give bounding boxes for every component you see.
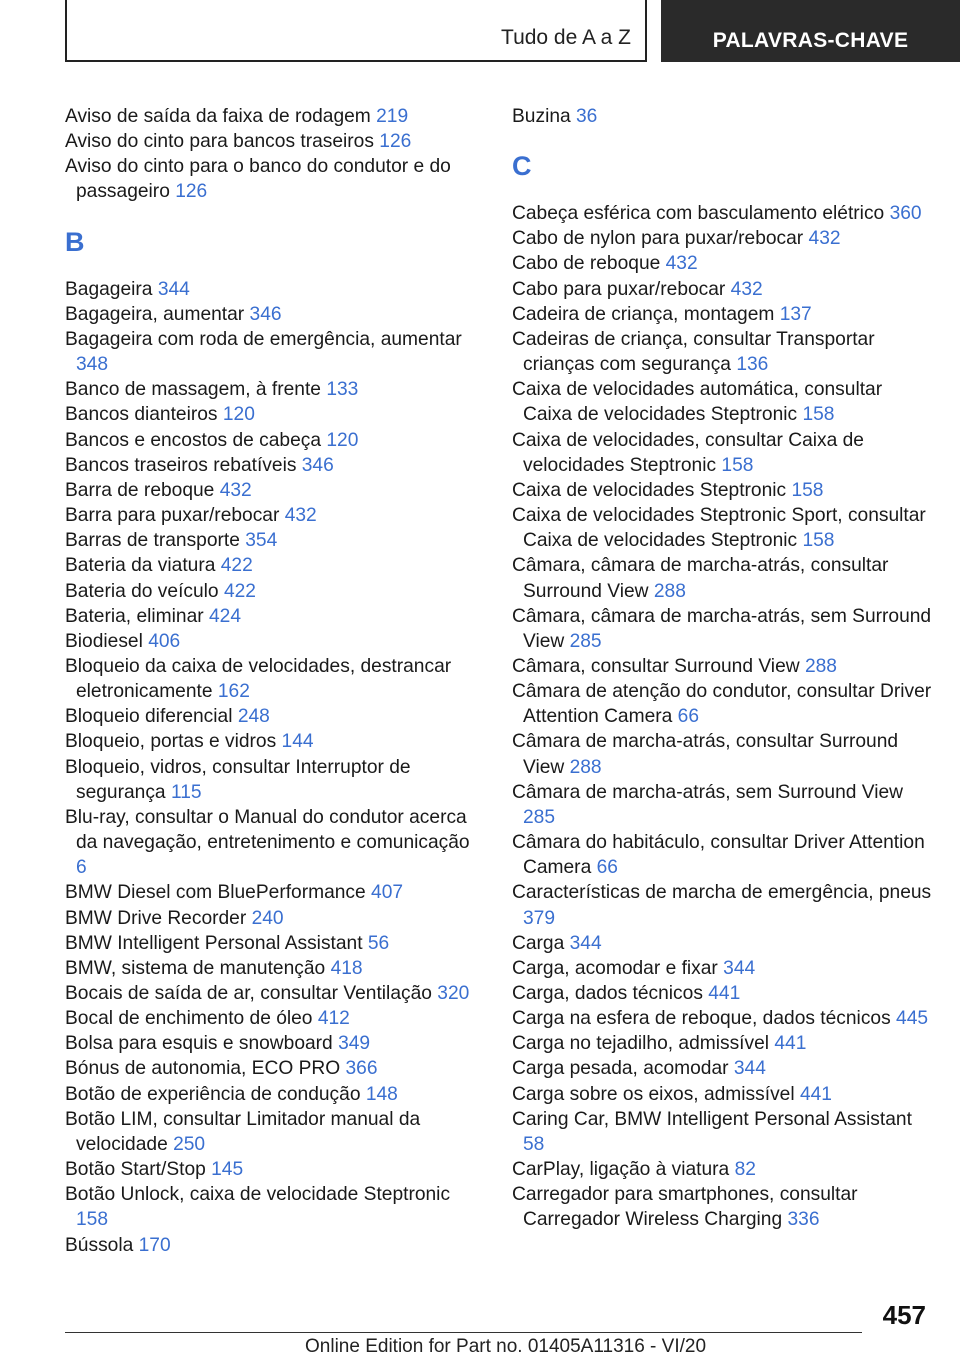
index-entry-page-link[interactable]: 115 [170,781,202,803]
index-entry-term: Bloqueio, vidros, consultar Interruptor de segurança [65,756,411,803]
index-entry-page-link[interactable]: 432 [808,228,841,250]
index-entry [65,1056,483,1081]
index-entry-term: Bancos dianteiros [65,404,218,426]
index-entry [65,129,483,154]
index-entry-term: Cadeiras de criança, consultar Transportar crianças com segurança [512,328,875,376]
index-entry-term: Caixa de velocidades automática, consultar Caixa de velocidades Steptronic [512,379,883,426]
index-entry [65,604,483,629]
index-entry-page-link[interactable]: 348 [76,354,109,376]
index-entry-term: Câmara, consultar Surround View [512,655,800,677]
index-entry-term: Aviso do cinto para bancos traseiros [65,131,374,153]
index-entry [512,201,932,226]
index-entry-term: Aviso do cinto para o banco do condutor e do passageiro [65,156,451,203]
index-entry-page-link[interactable]: 346 [249,303,282,325]
index-entry-page-link[interactable]: 432 [219,479,252,501]
index-entry [512,880,932,930]
index-entry [65,1082,483,1107]
index-entry-term: Características de marcha de emergência, pneus [512,882,932,904]
index-entry-term: Bocais de saída de ar, consultar Ventilação [65,983,432,1004]
index-entry [65,729,483,754]
index-entry-page-link[interactable]: 445 [896,1008,929,1030]
index-entry [512,981,932,1006]
index-entry [512,956,932,981]
index-letter-heading: C [512,151,532,182]
index-entry-term: Cabo de reboque [512,253,661,275]
index-entry-term: Carga, dados técnicos [512,983,703,1004]
index-entry-term: Bateria do veículo [65,580,219,602]
index-entry-term: Bateria, eliminar [65,605,204,627]
index-entry [512,931,932,956]
index-entry-page-link[interactable]: 360 [889,203,922,225]
index-entry [65,629,483,654]
index-entry-term: Bloqueio, portas e vidros [65,731,277,753]
index-entry [65,453,483,478]
index-entry-term: Bagageira [65,278,153,300]
index-entry-term: Banco de massagem, à frente [65,379,321,401]
index-entry [512,428,932,478]
index-entry-page-link[interactable]: 126 [379,131,412,153]
index-entry-term: Cabo de nylon para puxar/rebocar [512,228,804,250]
index-entry-term: Câmara, câmara de marcha-atrás, consultar Surround View [512,555,889,602]
header-section-box [65,0,647,62]
index-entry-term: Bússola [65,1234,134,1256]
index-entry-term: Botão Unlock, caixa de velocidade Steptronic [65,1184,451,1206]
index-entry-term: Carga na esfera de reboque, dados técnicos [512,1008,891,1030]
index-entry-term: Botão de experiência de condução [65,1083,361,1105]
index-entry-term: Carga pesada, acomodar [512,1058,729,1080]
index-entry [65,880,483,905]
index-entry [65,1233,483,1258]
index-entry-page-link[interactable]: 349 [338,1033,371,1055]
index-entry-page-link[interactable]: 441 [708,983,741,1004]
index-entry-term: Biodiesel [65,630,143,652]
index-entry-page-link[interactable]: 158 [802,404,835,426]
index-entry-term: Bloqueio diferencial [65,706,233,728]
index-entry-term: Carga [512,932,565,954]
index-entry-page-link[interactable]: 158 [802,530,835,552]
index-entry-page-link[interactable]: 6 [76,857,87,879]
index-entry [65,1031,483,1056]
index-entry-page-link[interactable]: 432 [730,278,763,300]
index-entry-page-link[interactable]: 133 [326,379,359,401]
index-entry-term: Cadeira de criança, montagem [512,303,775,325]
page-header [0,0,960,66]
index-entry [512,327,932,377]
index-entry-term: Bateria da viatura [65,555,216,577]
index-entry [65,704,483,729]
index-entry-term: BMW Intelligent Personal Assistant [65,932,363,954]
index-entry [65,931,483,956]
index-entry [512,729,932,779]
footer-divider [65,1332,862,1333]
index-entry-term: Buzina [512,106,571,127]
index-entry-page-link[interactable]: 158 [721,454,754,476]
index-entry-page-link[interactable]: 66 [677,706,699,728]
index-entry [512,226,932,251]
index-entry-term: Barras de transporte [65,530,240,552]
index-entry [65,503,483,528]
index-entry-term: Câmara de atenção do condutor, consultar Driver Attention Camera [512,681,932,728]
index-entry-term: BMW Diesel com BluePerformance [65,882,366,904]
header-section-title: Tudo de A a Z [501,26,631,49]
index-entry [65,956,483,981]
index-entry-page-link[interactable]: 344 [569,932,602,954]
index-entry-page-link[interactable]: 158 [791,479,824,501]
index-entry [65,478,483,503]
index-entry [512,478,932,503]
index-entry [512,1056,932,1081]
index-entry-term: Câmara do habitáculo, consultar Driver Attention Camera [512,832,925,879]
index-entry [65,377,483,402]
index-entry [512,654,932,679]
index-entry [512,277,932,302]
index-entry [512,251,932,276]
index-entry [65,981,483,1006]
index-entry-page-link[interactable]: 422 [220,555,253,577]
index-entry [512,1006,932,1031]
index-letter-heading: B [65,226,85,257]
index-entry-page-link[interactable]: 422 [223,580,256,602]
index-entry-page-link[interactable]: 412 [317,1008,350,1030]
index-entry-term: BMW Drive Recorder [65,907,247,929]
index-entry-page-link[interactable]: 285 [523,806,556,828]
index-entry-page-link[interactable]: 288 [804,655,837,677]
index-entry-term: Carga, acomodar e fixar [512,957,718,979]
index-entry-page-link[interactable]: 354 [245,530,278,552]
index-entry-term: Barra de reboque [65,479,215,501]
index-entry [512,1182,932,1232]
index-entry-page-link[interactable]: 162 [217,681,250,703]
index-entry-page-link[interactable]: 285 [569,630,602,652]
index-entry-page-link[interactable]: 219 [376,106,409,127]
index-entry [65,302,483,327]
index-entry-term: BMW, sistema de manutenção [65,957,326,979]
index-entry-page-link[interactable]: 58 [523,1133,545,1155]
index-entry [65,805,483,880]
index-entry-term: Carga sobre os eixos, admissível [512,1083,795,1105]
index-entry-page-link[interactable]: 144 [281,731,314,753]
index-entry-page-link[interactable]: 248 [237,706,270,728]
index-entry [65,1107,483,1157]
index-entry [512,830,932,880]
index-entry [512,1031,932,1056]
index-entry-page-link[interactable]: 36 [576,106,598,127]
index-entry-page-link[interactable]: 346 [301,454,334,476]
index-entry-term: Bocal de enchimento de óleo [65,1008,313,1030]
index-entry [65,1006,483,1031]
index-entry-page-link[interactable]: 344 [723,957,756,979]
index-entry-page-link[interactable]: 120 [326,429,359,451]
index-entry-term: Blu-ray, consultar o Manual do condutor acerca da navegação, entretenimento e comunicação [65,806,470,854]
index-entry-term: Bagageira com roda de emergência, aumentar [65,328,462,350]
index-entry [65,104,483,129]
index-entry [512,553,932,603]
index-entry-term: Barra para puxar/rebocar [65,505,280,527]
index-entry-page-link[interactable]: 82 [734,1159,756,1181]
index-entry-page-link[interactable]: 432 [665,253,698,275]
index-entry-term: CarPlay, ligação à viatura [512,1159,730,1181]
index-entry-term: Aviso de saída da faixa de rodagem [65,106,371,127]
index-entry-page-link[interactable]: 120 [222,404,255,426]
index-entry-page-link[interactable]: 56 [367,932,390,954]
index-entry-page-link[interactable]: 432 [284,505,317,527]
index-entry-term: Cabeça esférica com basculamento elétrico [512,203,885,225]
index-entry-page-link[interactable]: 66 [596,857,618,879]
index-entry [65,1182,483,1232]
index-entry [512,1107,932,1157]
index-entry [65,1157,483,1182]
index-entry [512,679,932,729]
index-entry [512,377,932,427]
index-entry-page-link[interactable]: 336 [787,1209,820,1231]
index-entry-term: Bónus de autonomia, ECO PRO [65,1058,341,1080]
index-entry [65,327,483,377]
index-entry-term: Bancos traseiros rebatíveis [65,454,297,476]
index-entry-page-link[interactable]: 288 [653,580,686,602]
index-entry-page-link[interactable]: 170 [138,1234,171,1256]
index-entry [512,302,932,327]
index-entry-term: Câmara de marcha-atrás, sem Surround View [512,781,904,803]
index-entry [65,755,483,805]
index-entry-term: Cabo para puxar/rebocar [512,278,726,300]
index-entry-term: Botão LIM, consultar Limitador manual da velocidade [65,1108,421,1155]
index-entry-term: Carregador para smartphones, consultar Carregador Wireless Charging [512,1184,858,1231]
index-entry-page-link[interactable]: 407 [371,882,404,904]
index-entry-page-link[interactable]: 158 [76,1209,109,1231]
index-entry-term: Câmara, câmara de marcha-atrás, sem Surround View [512,605,932,652]
index-entry-page-link[interactable]: 136 [736,354,769,376]
index-entry-term: Câmara de marcha-atrás, consultar Surround View [512,731,899,778]
index-entry-term: Bolsa para esquis e snowboard [65,1033,333,1055]
index-entry-page-link[interactable]: 424 [208,605,241,627]
index-entry-page-link[interactable]: 288 [569,756,602,778]
index-entry [512,104,932,129]
index-entry-page-link[interactable]: 250 [173,1133,206,1155]
index-entry [512,604,932,654]
index-entry-page-link[interactable]: 418 [330,957,363,979]
index-entry-page-link[interactable]: 441 [799,1083,832,1105]
index-column-left [65,104,483,1258]
index-entry-page-link[interactable]: 344 [157,278,190,300]
index-entry-page-link[interactable]: 366 [345,1058,378,1080]
index-entry-page-link[interactable]: 240 [251,907,284,929]
index-entry-term: Carga no tejadilho, admissível [512,1033,770,1055]
index-entry [512,1157,932,1182]
index-entry [65,277,483,302]
index-column-right [512,104,932,1233]
index-entry [65,402,483,427]
index-entry-page-link[interactable]: 148 [365,1083,398,1105]
index-entry [65,579,483,604]
index-entry-page-link[interactable]: 344 [733,1058,766,1080]
page-number: 457 [882,1300,926,1330]
index-entry [512,1082,932,1107]
index-entry-page-link[interactable]: 126 [175,181,208,203]
index-entry [512,780,932,830]
index-entry-term: Botão Start/Stop [65,1159,206,1181]
index-entry-term: Bancos e encostos de cabeça [65,429,322,451]
index-entry [65,553,483,578]
index-entry [65,906,483,931]
index-entry [512,503,932,553]
index-entry [65,528,483,553]
header-chapter-tab: PALAVRAS-CHAVE [661,0,960,62]
footer-edition-text: Online Edition for Part no. 01405A11316 - VI/20 [305,1336,707,1357]
index-entry [65,428,483,453]
index-entry [65,654,483,704]
index-entry-page-link[interactable]: 320 [437,983,470,1004]
index-entry-page-link[interactable]: 145 [211,1159,244,1181]
index-entry-page-link[interactable]: 379 [523,907,556,929]
index-entry-page-link[interactable]: 441 [774,1033,807,1055]
index-entry-term: Caring Car, BMW Intelligent Personal Assistant [512,1108,912,1130]
index-entry [65,154,483,204]
index-entry-term: Bloqueio da caixa de velocidades, destrancar eletronicamente [65,655,452,703]
index-entry-page-link[interactable]: 406 [148,630,181,652]
index-entry-term: Caixa de velocidades, consultar Caixa de velocidades Steptronic [512,429,864,476]
index-entry-term: Caixa de velocidades Steptronic Sport, consultar Caixa de velocidades Steptronic [512,505,926,552]
index-entry-term: Bagageira, aumentar [65,303,245,325]
index-entry-term: Caixa de velocidades Steptronic [512,479,787,501]
index-entry-page-link[interactable]: 137 [779,303,812,325]
